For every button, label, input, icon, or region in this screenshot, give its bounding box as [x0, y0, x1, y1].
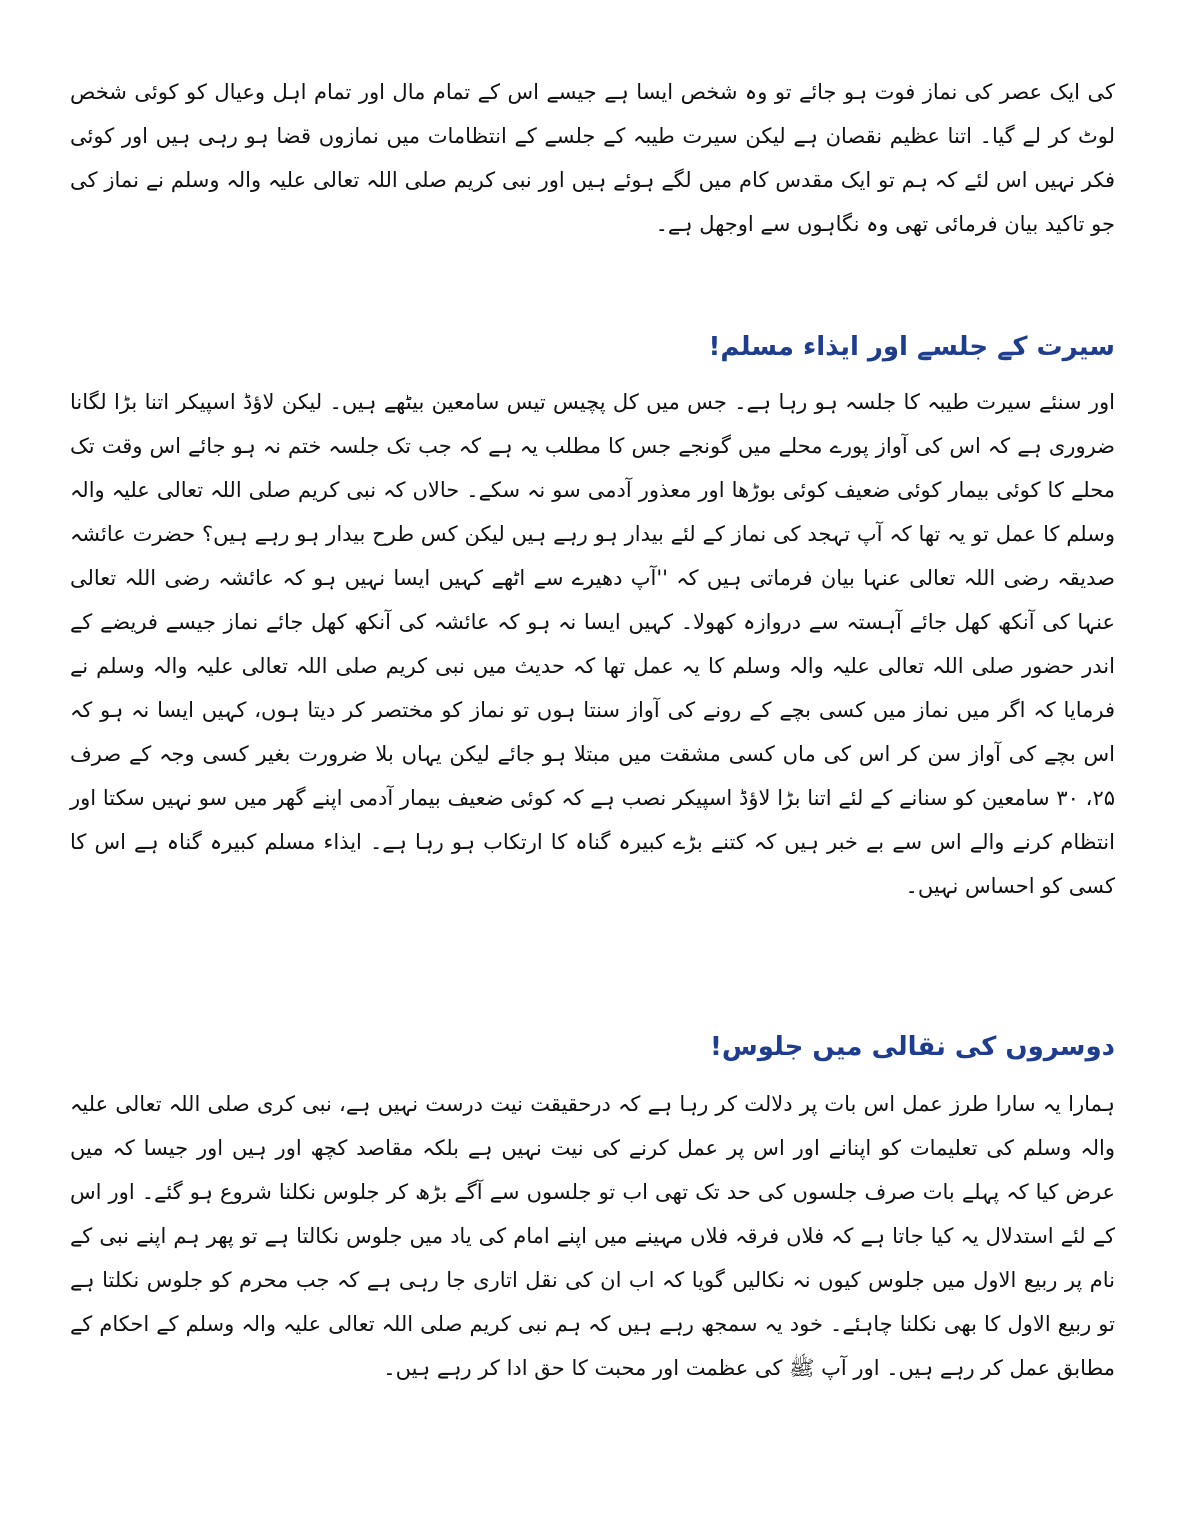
section-heading-seerat-jalse: سیرت کے جلسے اور ایذاء مسلم! — [708, 332, 1115, 362]
document-page — [70, 70, 1115, 1470]
paragraph-julus: ہمارا یہ سارا طرز عمل اس بات پر دلالت کر رہا ہے کہ درحقیقت نیت درست نہیں ہے، نبی کری صلی اللہ تعالی علیہ والہ وسلم کی تعلیمات کو اپنانے اور اس پر عمل کرنے کی نیت نہیں ہے بلکہ مقاصد کچھ اور ہیں اور جیسا کہ میں عرض کیا کہ پہلے بات صرف جلسوں کی حد تک تھی اب تو جلسوں سے آگے بڑھ کر جلوس نکلنا شروع ہو گئے۔ اور اس کے لئے استدلال یہ کیا جاتا ہے کہ فلاں فرقہ فلاں مہینے میں اپنے امام کی یاد میں جلوس نکالتا ہے تو پھر ہم اپنے نبی کے نام پر ربیع الاول میں جلوس کیوں نہ نکالیں گویا کہ اب ان کی نقل اتاری جا رہی ہے کہ جب محرم کو جلوس نکلتا ہے تو ربیع الاول کا بھی نکلنا چاہئے۔ خود یہ سمجھ رہے ہیں کہ ہم نبی کریم صلی اللہ تعالی علیہ والہ وسلم کے احکام کے مطابق عمل کر رہے ہیں۔ اور آپ ﷺ کی عظمت اور محبت کا حق ادا کر رہے ہیں۔ — [70, 1092, 1115, 1380]
paragraph-seerat-jalse: اور سنئے سیرت طیبہ کا جلسہ ہو رہا ہے۔ جس میں کل پچیس تیس سامعین بیٹھے ہیں۔ لیکن لاؤڈ اسپیکر اتنا بڑا لگانا ضروری ہے کہ اس کی آواز پورے محلے میں گونجے جس کا مطلب یہ ہے کہ جب تک جلسہ ختم نہ ہو جائے اس وقت تک محلے کا کوئی بیمار کوئی ضعیف کوئی بوڑھا اور معذور آدمی سو نہ سکے۔ حالاں کہ نبی کریم صلی اللہ تعالی علیہ والہ وسلم کا عمل تو یہ تھا کہ آپ تہجد کی نماز کے لئے بیدار ہو رہے ہیں لیکن کس طرح بیدار ہو رہے ہیں؟ حضرت عائشہ صدیقہ رضی اللہ تعالی عنہا بیان فرماتی ہیں کہ ''آپ دھیرے سے اٹھے کہیں ایسا نہیں ہو کہ عائشہ رضی اللہ تعالی عنہا کی آنکھ کھل جائے آہستہ سے دروازہ کھولا۔ کہیں ایسا نہ ہو کہ عائشہ کی آنکھ کھل جائے نماز جیسے فریضے کے اندر حضور صلی اللہ تعالی علیہ والہ وسلم کا یہ عمل تھا کہ حدیث میں نبی کریم صلی اللہ تعالی علیہ والہ وسلم نے فرمایا کہ اگر میں نماز میں کسی بچے کے رونے کی آواز سنتا ہوں تو نماز کو مختصر کر دیتا ہوں، کہیں ایسا نہ ہو کہ اس بچے کی آواز سن کر اس کی ماں کسی مشقت میں مبتلا ہو جائے لیکن یہاں بلا ضرورت بغیر کسی وجہ کے صرف ۲۵، ۳۰ سامعین کو سنانے کے لئے اتنا بڑا لاؤڈ اسپیکر نصب ہے کہ کوئی ضعیف بیمار آدمی اپنے گھر میں سو نہیں سکتا اور انتظام کرنے والے اس سے بے خبر ہیں کہ کتنے بڑے کبیرہ گناہ کا ارتکاب ہو رہا ہے۔ ایذاء مسلم کبیرہ گناہ ہے اس کا کسی کو احساس نہیں۔ — [70, 390, 1116, 898]
paragraph-intro: کی ایک عصر کی نماز فوت ہو جائے تو وہ شخص ایسا ہے جیسے اس کے تمام مال اور تمام اہل وعیال کو کوئی شخص لوٹ کر لے گیا۔ اتنا عظیم نقصان ہے لیکن سیرت طیبہ کے جلسے کے انتظامات میں نمازوں قضا ہو رہی ہیں اور کوئی فکر نہیں اس لئے کہ ہم تو ایک مقدس کام میں لگے ہوئے ہیں اور نبی کریم صلی اللہ تعالی علیہ والہ وسلم نے نماز کی جو تاکید بیان فرمائی تھی وہ نگاہوں سے اوجھل ہے۔ — [70, 80, 1115, 236]
section-heading-julus: دوسروں کی نقالی میں جلوس! — [709, 1032, 1115, 1062]
